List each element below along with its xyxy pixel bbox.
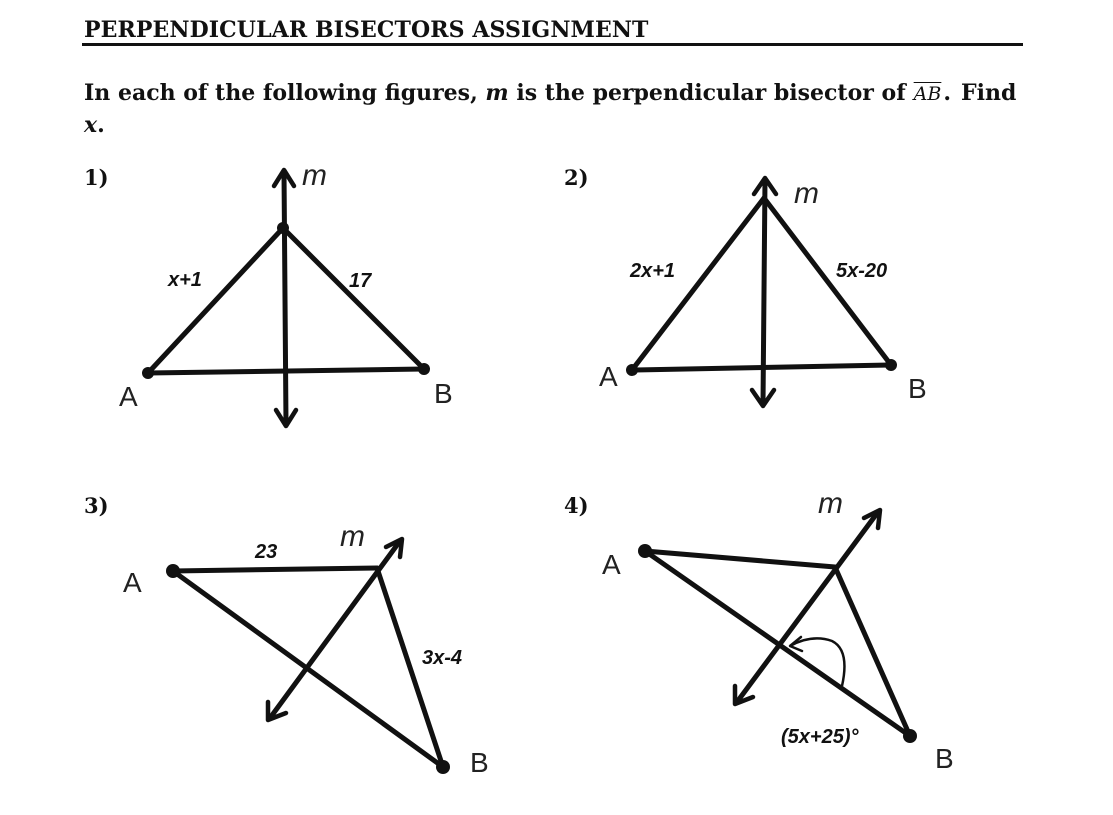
problem-1-number: 1) <box>84 165 109 190</box>
fig4-label-a: A <box>602 549 621 580</box>
instructions-period: . <box>943 80 952 106</box>
fig4-point-b <box>903 729 917 743</box>
fig1-point-b <box>418 363 430 375</box>
variable-m: m <box>485 80 509 106</box>
segment-ab: $\overline{AB}$ <box>913 83 942 105</box>
problem-3-number: 3) <box>84 493 109 518</box>
fig1-bisector-m <box>284 172 286 424</box>
fig1-label-b: B <box>434 378 453 409</box>
fig1-right-expr: 17 <box>349 270 372 292</box>
fig3-side-top <box>173 568 377 571</box>
fig2-point-a <box>626 364 638 376</box>
problem-2-number: 2) <box>564 165 589 190</box>
instructions-part1: In each of the following figures, <box>84 80 478 106</box>
fig2-bisector-m <box>763 180 765 404</box>
fig3-top-expr: 23 <box>255 541 278 563</box>
figure-4 <box>602 487 954 774</box>
fig4-line-label-m: m <box>818 487 843 520</box>
fig1-side-right <box>283 228 424 369</box>
fig2-side-left <box>632 198 764 370</box>
fig3-point-b <box>436 760 450 774</box>
fig1-point-a <box>142 367 154 379</box>
fig1-apex-point <box>277 222 289 234</box>
figure-2 <box>599 177 927 406</box>
fig4-side-top <box>645 551 835 567</box>
fig4-point-a <box>638 544 652 558</box>
problem-4-number: 4) <box>564 493 589 518</box>
fig3-line-label-m: m <box>340 520 365 553</box>
fig4-label-b: B <box>935 743 954 774</box>
instructions-part2: is the perpendicular bisector of <box>516 80 906 106</box>
fig1-left-expr: x+1 <box>168 269 202 291</box>
fig2-right-expr: 5x-20 <box>836 260 888 282</box>
fig4-angle-arc <box>790 638 844 686</box>
fig4-angle-expr: (5x+25)° <box>781 726 859 748</box>
page-title: PERPENDICULAR BISECTORS ASSIGNMENT <box>84 17 649 43</box>
fig2-left-expr: 2x+1 <box>630 260 676 282</box>
fig1-side-left <box>148 228 283 373</box>
fig4-bisector-m <box>737 512 878 702</box>
fig3-label-b: B <box>470 747 489 778</box>
instructions-end: . <box>97 112 105 138</box>
fig3-point-a <box>166 564 180 578</box>
fig1-label-a: A <box>119 381 138 412</box>
fig3-label-a: A <box>123 567 142 598</box>
variable-x: x <box>84 112 98 138</box>
fig1-line-label-m: m <box>302 159 327 192</box>
figure-3 <box>123 520 489 778</box>
fig2-label-a: A <box>599 361 618 392</box>
figure-1 <box>119 159 453 426</box>
fig2-label-b: B <box>908 373 927 404</box>
fig2-line-label-m: m <box>794 177 819 210</box>
fig2-point-b <box>885 359 897 371</box>
instructions-find: Find <box>961 80 1017 106</box>
fig3-side-expr: 3x-4 <box>422 647 463 669</box>
